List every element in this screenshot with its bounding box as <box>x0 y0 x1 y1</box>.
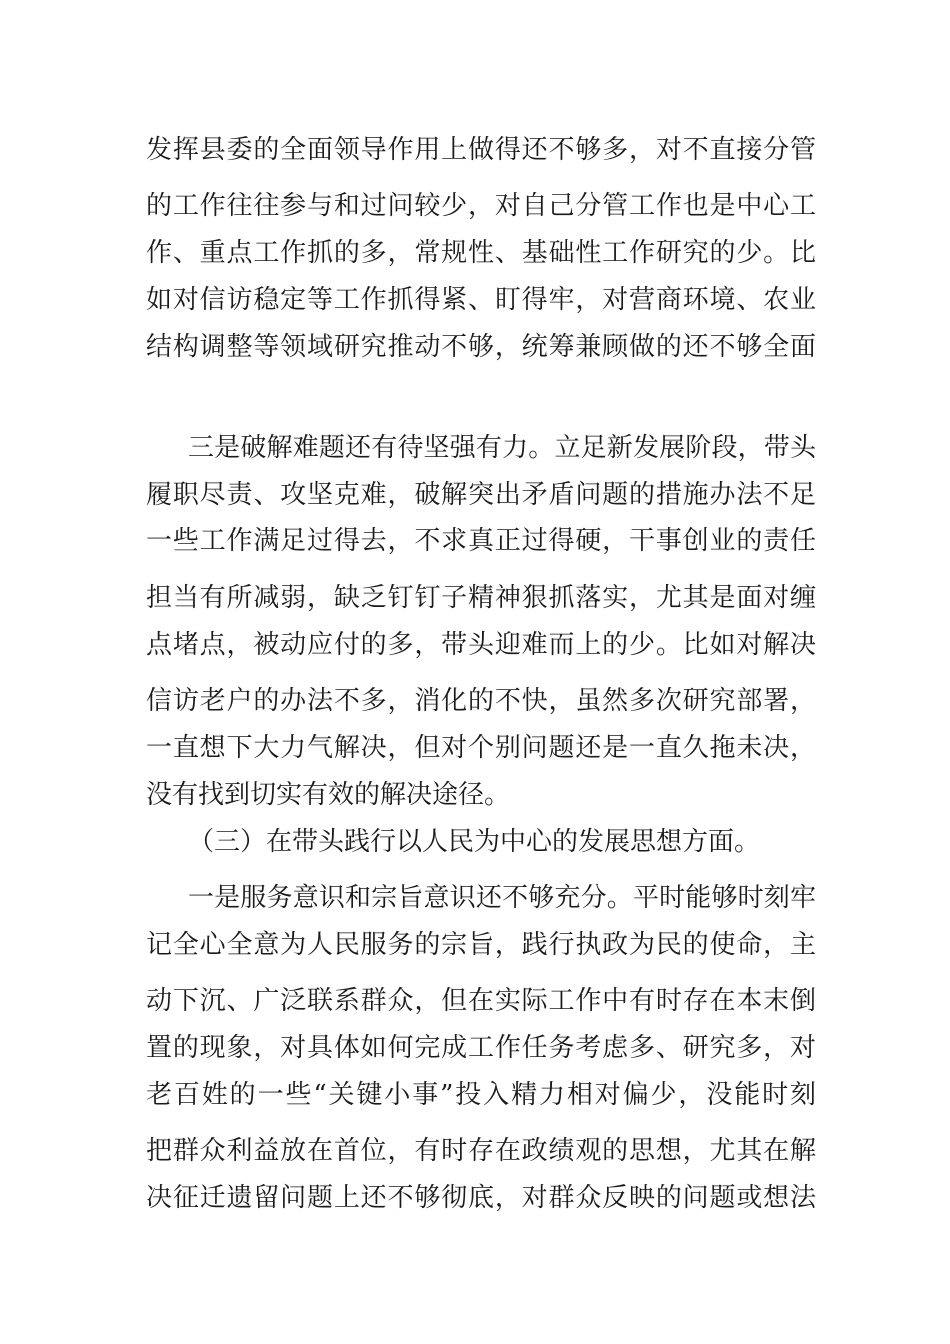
paragraph-line: 一直想下大力气解决，但对个别问题还是一直久拖未决， <box>146 733 816 763</box>
paragraph-line: 动下沉、广泛联系群众，但在实际工作中有时存在本末倒 <box>146 986 816 1016</box>
paragraph-line: 点堵点，被动应付的多，带头迎难而上的少。比如对解决 <box>146 630 816 660</box>
paragraph-line: 置的现象，对具体如何完成工作任务考虑多、研究多，对 <box>146 1033 816 1063</box>
paragraph-line: 一是服务意识和宗旨意识还不够充分。平时能够时刻牢 <box>188 883 816 913</box>
paragraph-line: 把群众利益放在首位，有时存在政绩观的思想，尤其在解 <box>146 1136 816 1166</box>
section-heading: （三）在带头践行以人民为中心的发展思想方面。 <box>188 827 761 857</box>
paragraph-line: 三是破解难题还有待坚强有力。立足新发展阶段，带头 <box>188 433 816 463</box>
paragraph-line: 担当有所减弱，缺乏钉钉子精神狠抓落实，尤其是面对缠 <box>146 583 816 613</box>
paragraph-line: 的工作往往参与和过问较少，对自己分管工作也是中心工 <box>146 191 816 221</box>
paragraph-line: 没有找到切实有效的解决途径。 <box>146 780 511 810</box>
paragraph-line: 记全心全意为人民服务的宗旨，践行执政为民的使命，主 <box>146 930 816 960</box>
paragraph-line: 履职尽责、攻坚克难，破解突出矛盾问题的措施办法不足 <box>146 480 816 510</box>
paragraph-line: 作、重点工作抓的多，常规性、基础性工作研究的少。比 <box>146 238 816 268</box>
paragraph-line: 老百姓的一些“关键小事”投入精力相对偏少，没能时刻 <box>146 1080 816 1110</box>
paragraph-line: 信访老户的办法不多，消化的不快，虽然多次研究部署， <box>146 686 816 716</box>
paragraph-line: 决征迁遗留问题上还不够彻底，对群众反映的问题或想法 <box>146 1183 816 1213</box>
paragraph-line: 一些工作满足过得去，不求真正过得硬，干事创业的责任 <box>146 526 816 556</box>
paragraph-line: 结构调整等领域研究推动不够，统筹兼顾做的还不够全面 <box>146 332 816 362</box>
paragraph-line: 如对信访稳定等工作抓得紧、盯得牢，对营商环境、农业 <box>146 285 816 315</box>
paragraph-line: 发挥县委的全面领导作用上做得还不够多，对不直接分管 <box>146 135 816 165</box>
